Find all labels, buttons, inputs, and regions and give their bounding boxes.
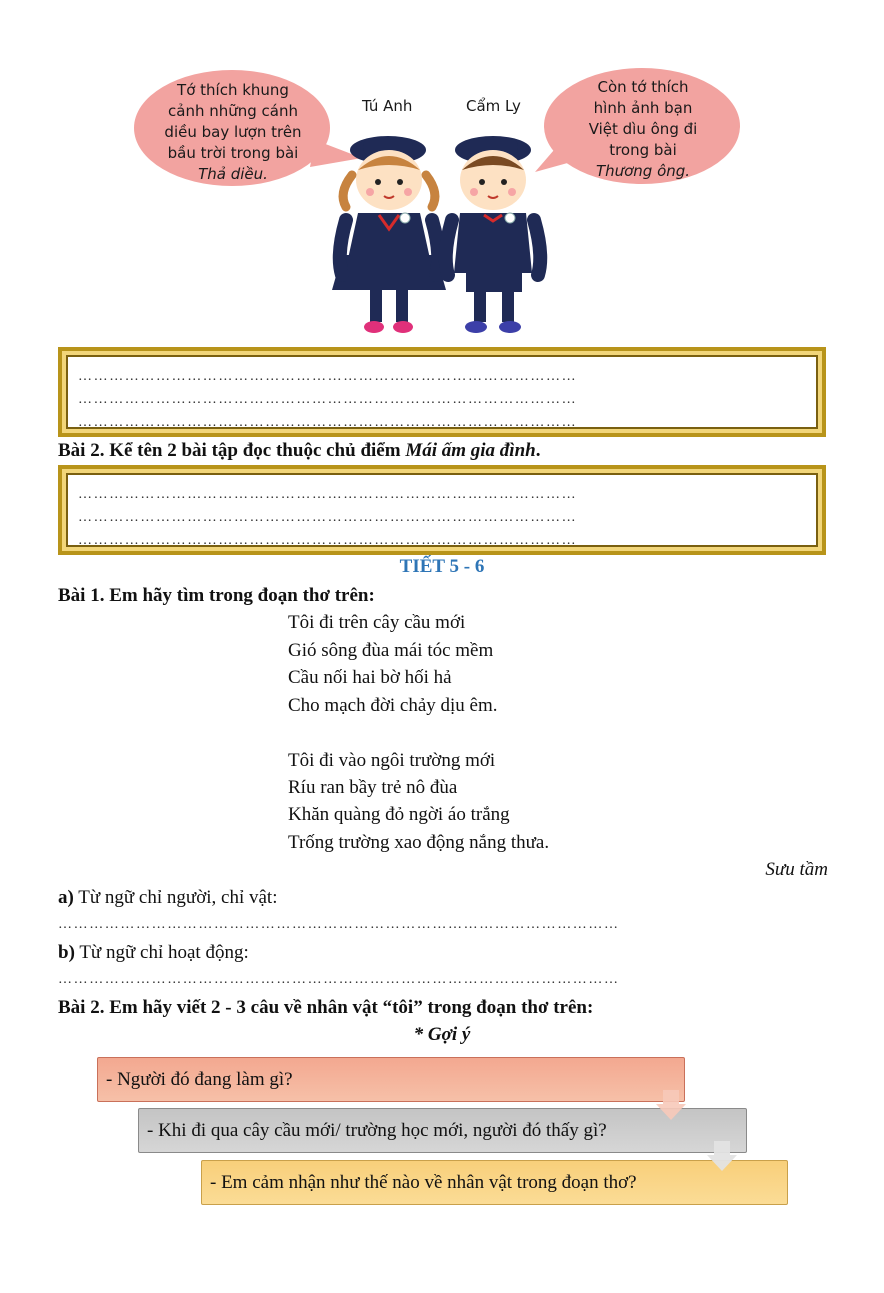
answer-line[interactable]: …………………………………………………………………………………… xyxy=(78,510,578,525)
answer-box-1-inner[interactable] xyxy=(66,355,818,429)
left-bubble-line: bầu trời trong bài xyxy=(167,144,299,162)
hint-box-1 xyxy=(97,1057,685,1102)
part-a-text: Từ ngữ chỉ người, chỉ vật: xyxy=(73,887,278,908)
answer-line[interactable]: …………………………………………………………………………………… xyxy=(78,392,578,407)
part-b-answer-line[interactable]: ……………………………………………………………………………………………… xyxy=(58,972,620,987)
poem-line: Cho mạch đời chảy dịu êm. xyxy=(288,695,498,716)
part-b-label: b) xyxy=(58,942,75,963)
hint-text: - Em cảm nhận như thế nào về nhân vật trong đoạn thơ? xyxy=(210,1171,637,1193)
poem-line: Cầu nối hai bờ hối hả xyxy=(288,667,452,688)
exercise-1-title: Bài 1. Em hãy tìm trong đoạn thơ trên: xyxy=(58,585,375,606)
exercise-2-title: Bài 2. Em hãy viết 2 - 3 câu về nhân vật “tôi” trong đoạn thơ trên: xyxy=(58,997,594,1018)
poem-line: Tôi đi vào ngôi trường mới xyxy=(288,750,496,771)
exercise-2-theme: Mái ấm gia đình xyxy=(405,440,536,461)
poem-line: Trống trường xao động nắng thưa. xyxy=(288,832,550,853)
exercise-2-suffix: . xyxy=(535,440,541,461)
boy-figure xyxy=(446,136,541,333)
answer-line[interactable]: …………………………………………………………………………………… xyxy=(78,415,578,430)
left-speech-bubble xyxy=(138,80,328,185)
answer-box-2[interactable] xyxy=(58,465,826,555)
part-b-text: Từ ngữ chỉ hoạt động: xyxy=(74,942,249,963)
part-a-prompt xyxy=(58,887,277,909)
down-arrow-icon xyxy=(707,1141,737,1173)
exercise-2-prefix: Bài 2. Kể tên 2 bài tập đọc thuộc chủ điểm xyxy=(58,440,406,461)
answer-box-2-inner[interactable] xyxy=(66,473,818,547)
part-a-answer-line[interactable]: ……………………………………………………………………………………………… xyxy=(58,917,620,932)
illustration-two-students xyxy=(130,55,750,340)
hint-label: * Gợi ý xyxy=(413,1024,471,1045)
answer-line[interactable]: …………………………………………………………………………………… xyxy=(78,533,578,548)
right-bubble-line: Còn tớ thích xyxy=(597,78,689,96)
hint-text: - Khi đi qua cây cầu mới/ trường học mới, người đó thấy gì? xyxy=(147,1119,607,1141)
left-bubble-line: cảnh những cánh xyxy=(168,102,298,120)
hint-box-3 xyxy=(201,1160,788,1205)
name-label-cam-ly: Cẩm Ly xyxy=(466,97,521,115)
section-title: TIẾT 5 - 6 xyxy=(399,556,485,577)
part-b-prompt xyxy=(58,942,249,964)
right-speech-bubble xyxy=(548,77,738,182)
right-bubble-line: hình ảnh bạn xyxy=(593,99,693,117)
right-bubble-title: Thương ông. xyxy=(595,162,691,180)
answer-line[interactable]: …………………………………………………………………………………… xyxy=(78,487,578,502)
poem-line: Ríu ran bầy trẻ nô đùa xyxy=(288,777,458,798)
left-bubble-line: Tớ thích khung xyxy=(177,81,289,99)
poem-line: Tôi đi trên cây cầu mới xyxy=(288,612,466,633)
right-bubble-line: trong bài xyxy=(609,141,677,159)
down-arrow-icon xyxy=(656,1090,686,1122)
left-bubble-line: diều bay lượn trên xyxy=(164,123,302,141)
answer-box-1[interactable] xyxy=(58,347,826,437)
poem-source: Sưu tầm xyxy=(765,859,828,880)
right-bubble-line: Việt dìu ông đi xyxy=(588,120,698,138)
poem-line: Gió sông đùa mái tóc mềm xyxy=(288,640,494,661)
answer-line[interactable]: …………………………………………………………………………………… xyxy=(78,369,578,384)
poem-line: Khăn quàng đỏ ngời áo trắng xyxy=(288,804,510,825)
part-a-label: a) xyxy=(58,887,74,908)
name-label-tu-anh: Tú Anh xyxy=(362,97,413,115)
girl-figure xyxy=(332,136,446,333)
hint-text: - Người đó đang làm gì? xyxy=(106,1068,293,1090)
exercise-2-prompt xyxy=(58,440,540,462)
left-bubble-title: Thả diều. xyxy=(198,165,268,183)
